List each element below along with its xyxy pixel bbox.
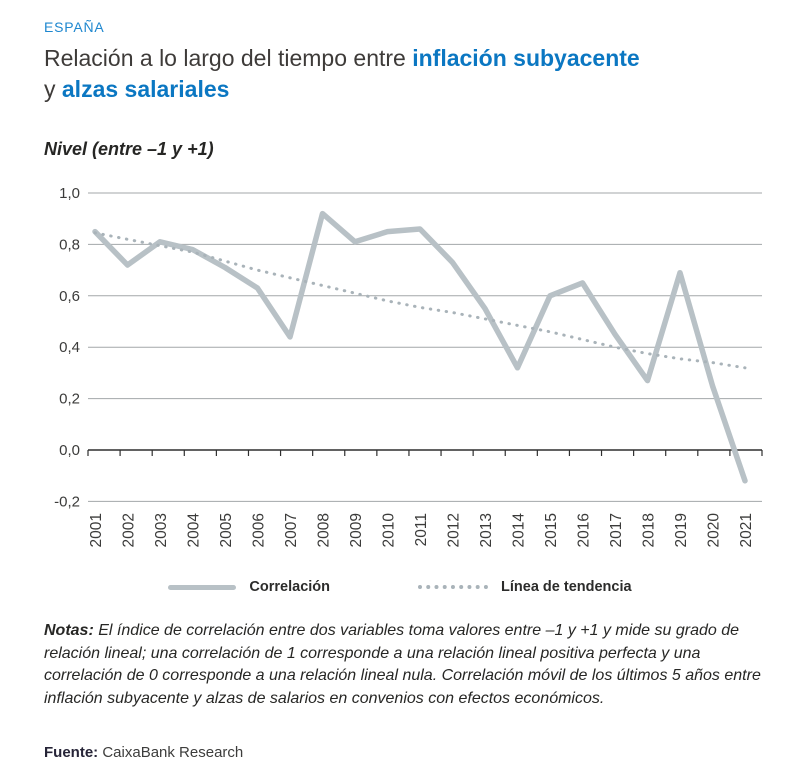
title-text-2: y	[44, 76, 62, 102]
x-tick-label: 2006	[250, 513, 268, 548]
x-tick-label: 2014	[510, 513, 528, 548]
legend-label: Correlación	[249, 579, 331, 595]
x-tick-label: 2020	[705, 513, 723, 548]
x-tick-label: 2018	[640, 513, 658, 548]
source-label: Fuente:	[44, 744, 99, 761]
x-tick-label: 2007	[283, 513, 300, 548]
x-tick-label: 2009	[348, 513, 365, 548]
title-highlight-salarios: alzas salariales	[61, 76, 230, 102]
solid-line-swatch-icon	[168, 585, 236, 590]
x-tick-label: 2005	[218, 513, 235, 548]
source-text: CaixaBank Research	[98, 744, 244, 761]
legend-label: Línea de tendencia	[501, 579, 632, 595]
legend-item-correlacion	[168, 579, 330, 595]
y-tick-label: -0,2	[54, 493, 80, 511]
x-tick-label: 2021	[738, 513, 755, 548]
chart-source	[44, 744, 243, 761]
y-tick-label: 0,4	[59, 339, 80, 357]
correlation-chart	[0, 170, 800, 570]
x-tick-label: 2004	[185, 513, 203, 548]
y-tick-label: 0,0	[59, 442, 80, 459]
x-tick-label: 2017	[608, 513, 625, 548]
y-axis-title: Nivel (entre –1 y +1)	[44, 139, 214, 159]
legend-item-tendencia	[418, 579, 632, 595]
chart-title	[44, 43, 764, 105]
x-tick-label: 2013	[478, 513, 495, 548]
region-kicker: ESPAÑA	[44, 19, 105, 35]
x-tick-label: 2016	[575, 513, 593, 548]
y-tick-label: 0,2	[59, 390, 80, 408]
x-tick-label: 2012	[445, 513, 463, 548]
notes-text: El índice de correlación entre dos variables toma valores entre –1 y +1 y mide su grado de relación lineal; una correlación de 1 corresponde a una relación lineal positiva perfecta y una correlación de 0 corresponde a una relación lineal nula. Correlación móvil de los últimos 5 años entre inflación subyacente y alzas de salarios en convenios con efectos económicos.	[44, 622, 761, 707]
dotted-line-swatch-icon	[418, 585, 488, 589]
y-tick-label: 0,8	[59, 236, 80, 254]
title-highlight-inflacion: inflación subyacente	[412, 45, 640, 71]
y-tick-label: 1,0	[59, 185, 80, 202]
notes-label: Notas:	[44, 622, 94, 639]
x-tick-label: 2015	[543, 513, 560, 548]
chart-legend	[0, 579, 800, 595]
x-tick-label: 2008	[315, 513, 333, 548]
y-tick-label: 0,6	[59, 287, 80, 305]
title-text: Relación a lo largo del tiempo entre	[44, 45, 413, 71]
x-tick-label: 2002	[120, 513, 138, 548]
chart-notes	[44, 620, 762, 710]
x-tick-label: 2019	[673, 513, 690, 548]
x-tick-label: 2011	[413, 513, 430, 547]
x-tick-label: 2010	[380, 513, 398, 548]
x-tick-label: 2001	[88, 513, 105, 548]
x-tick-label: 2003	[153, 513, 170, 548]
